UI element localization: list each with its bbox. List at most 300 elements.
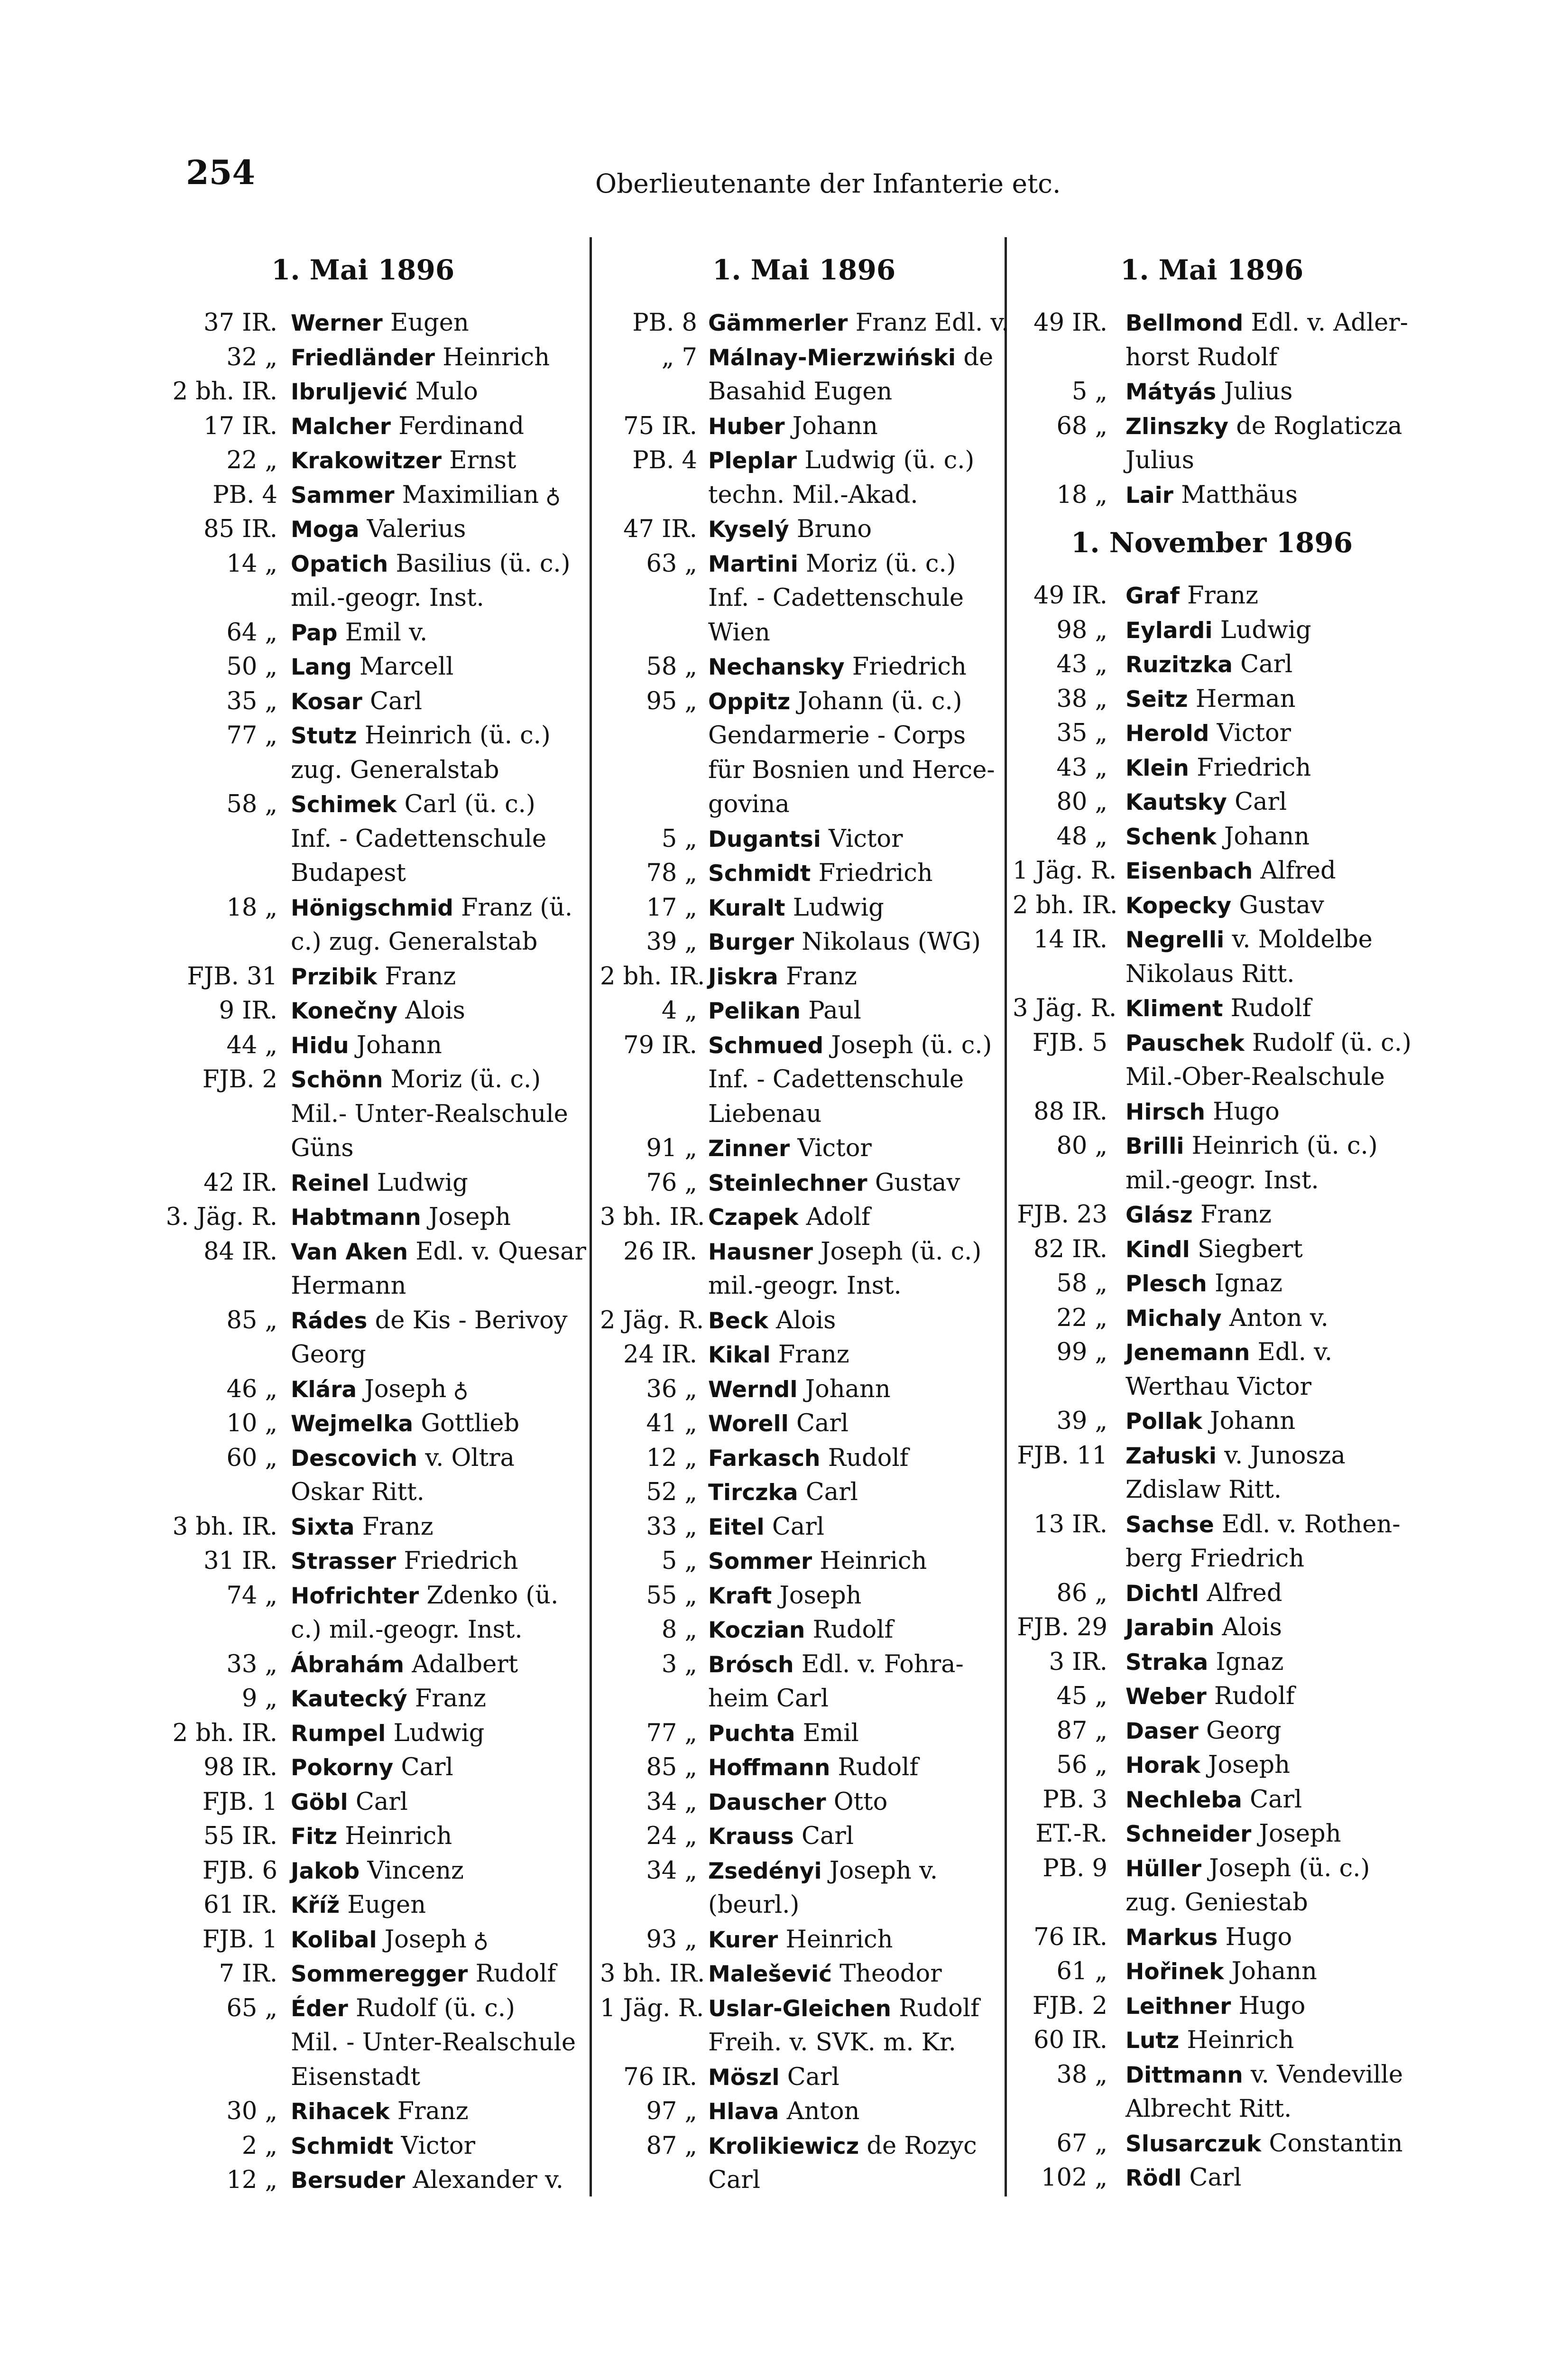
roster-entry (600, 1028, 1001, 1132)
roster-entry (1013, 889, 1487, 923)
officer-given-names: Friedrich (1197, 753, 1311, 782)
officer-given-names: Rudolf (475, 1960, 556, 1988)
unit-label: „ 7 (661, 343, 697, 371)
entry-continuation: Albrecht Ritt. (1125, 2095, 1292, 2123)
officer-surname: Brilli (1125, 1133, 1184, 1159)
officer-surname: Gämmerler (708, 310, 848, 336)
roster-entry (1013, 1439, 1487, 1508)
officer-given-names: Carl (ü. c.) (404, 790, 535, 818)
roster-entry (164, 1063, 581, 1166)
roster-entry (600, 1166, 1001, 1201)
officer-given-names: Julius (1224, 378, 1293, 406)
unit-label: PB. 3 (1042, 1785, 1107, 1814)
roster-entry (164, 1028, 581, 1063)
roster-entry (1013, 785, 1487, 820)
officer-surname: Horak (1125, 1752, 1200, 1779)
officer-given-names: v. Oltra (425, 1444, 515, 1472)
officer-surname: Slusarczuk (1125, 2131, 1262, 2157)
officer-surname: Glász (1125, 1202, 1193, 1228)
officer-given-names: Edl. v. Rothen- (1221, 1510, 1401, 1538)
section-heading: 1. Mai 1896 (712, 254, 896, 286)
roster-entry (1013, 991, 1487, 1026)
officer-given-names: v. Junosza (1224, 1441, 1346, 1470)
officer-given-names: Heinrich (820, 1547, 927, 1575)
roster-entry (1013, 716, 1487, 751)
officer-given-names: Heinrich (345, 1822, 452, 1850)
roster-entry (600, 685, 1001, 822)
unit-label: 65 „ (226, 1994, 277, 2022)
entry-continuation: mil.-geogr. Inst. (291, 584, 484, 612)
officer-surname: Hlava (708, 2099, 779, 2125)
officer-surname: Ábrahám (291, 1651, 405, 1678)
officer-given-names: Rudolf (1230, 994, 1311, 1022)
roster-entry (1013, 751, 1487, 786)
officer-given-names: Alfred (1207, 1579, 1282, 1607)
officer-given-names: Rudolf (ü. c.) (1252, 1028, 1411, 1057)
officer-surname: Kuralt (708, 895, 785, 921)
roster-entry (164, 444, 581, 478)
unit-label: 49 IR. (1033, 309, 1107, 337)
officer-given-names: Matthäus (1181, 481, 1298, 509)
officer-surname: Sommeregger (291, 1961, 468, 1987)
officer-given-names: Friedrich (404, 1547, 518, 1575)
officer-given-names: Ferdinand (398, 412, 525, 440)
officer-surname: Jiskra (708, 964, 778, 990)
unit-label: 22 „ (226, 446, 277, 474)
roster-entry (164, 341, 581, 375)
roster-entry (1013, 1611, 1487, 1645)
entry-continuation: Mil.- Unter-Realschule (291, 1100, 568, 1128)
officer-surname: Seitz (1125, 686, 1188, 713)
officer-surname: Beck (708, 1307, 768, 1334)
officer-surname: Nechansky (708, 654, 845, 680)
officer-surname: Konečny (291, 998, 398, 1024)
officer-surname: Hirsch (1125, 1099, 1205, 1125)
roster-entry (1013, 1301, 1487, 1336)
officer-given-names: Victor (797, 1134, 872, 1162)
officer-given-names: Siegbert (1197, 1235, 1303, 1263)
roster-entry (164, 685, 581, 719)
unit-label: 26 IR. (623, 1237, 697, 1266)
officer-given-names: Otto (833, 1788, 888, 1816)
officer-given-names: de Rozyc (867, 2131, 977, 2160)
roster-entry (600, 1544, 1001, 1579)
roster-entry (600, 547, 1001, 650)
officer-given-names: Carl (1235, 788, 1287, 816)
unit-label: 58 „ (646, 653, 697, 681)
officer-surname: Kosar (291, 688, 362, 715)
officer-given-names: Eugen (390, 309, 469, 337)
unit-label: 17 IR. (203, 412, 277, 440)
roster-entry (1013, 820, 1487, 854)
roster-entry (164, 1785, 581, 1820)
roster-entry (164, 512, 581, 547)
officer-surname: Pap (291, 620, 338, 646)
unit-label: 77 „ (226, 722, 277, 750)
officer-surname: Nechleba (1125, 1787, 1242, 1813)
unit-label: PB. 4 (212, 481, 277, 509)
unit-label: 52 „ (646, 1478, 697, 1506)
officer-surname: Kurer (708, 1927, 778, 1953)
officer-given-names: Eugen (347, 1891, 426, 1919)
unit-label: 2 bh. IR. (172, 378, 277, 406)
officer-given-names: Johann (ü. c.) (798, 687, 962, 715)
officer-surname: Sommer (708, 1548, 812, 1575)
unit-label: 58 „ (1056, 1269, 1107, 1297)
entry-continuation: mil.-geogr. Inst. (708, 1272, 902, 1300)
roster-entry (164, 1407, 581, 1441)
roster-entry (600, 1648, 1001, 1716)
unit-label: ET.-R. (1035, 1820, 1107, 1848)
roster-entry (164, 1751, 581, 1785)
unit-label: 22 „ (1056, 1304, 1107, 1332)
officer-surname: Leithner (1125, 1993, 1231, 2020)
unit-label: 56 „ (1056, 1751, 1107, 1779)
unit-label: FJB. 23 (1017, 1201, 1107, 1229)
unit-label: 34 „ (646, 1856, 697, 1885)
officer-surname: Hořinek (1125, 1959, 1224, 1985)
unit-label: 33 „ (646, 1512, 697, 1541)
unit-label: FJB. 31 (187, 962, 277, 991)
unit-label: 33 „ (226, 1650, 277, 1678)
roster-entry (600, 650, 1001, 685)
roster-entry (600, 409, 1001, 444)
entry-continuation: Güns (291, 1134, 354, 1162)
roster-entry (1013, 1095, 1487, 1130)
officer-surname: Rödl (1125, 2165, 1182, 2191)
entry-continuation: heim Carl (708, 1685, 829, 1713)
roster-entry (600, 1304, 1001, 1338)
officer-given-names: Alois (405, 997, 465, 1025)
roster-entry (600, 1407, 1001, 1441)
officer-surname: Sixta (291, 1514, 355, 1540)
officer-surname: Göbl (291, 1789, 348, 1816)
officer-surname: Moga (291, 517, 360, 543)
officer-surname: Ruzitzka (1125, 652, 1233, 678)
officer-given-names: Edl. v. Fohra- (801, 1650, 964, 1678)
unit-label: 76 IR. (623, 2063, 697, 2091)
entry-continuation: mil.-geogr. Inst. (1125, 1166, 1319, 1195)
officer-given-names: Franz (415, 1685, 486, 1713)
roster-entry (600, 1338, 1001, 1372)
unit-label: 3 bh. IR. (600, 1960, 705, 1988)
roster-entry (1013, 682, 1487, 717)
unit-label: 31 IR. (203, 1547, 277, 1575)
entry-continuation: c.) zug. Generalstab (291, 928, 538, 956)
officer-surname: Dichtl (1125, 1580, 1199, 1607)
officer-surname: Hofrichter (291, 1583, 419, 1609)
officer-surname: Schmidt (708, 861, 811, 887)
unit-label: 55 IR. (203, 1822, 277, 1850)
unit-label: 7 IR. (219, 1960, 277, 1988)
unit-label: FJB. 5 (1032, 1028, 1107, 1057)
order-symbol-icon: ♁ (453, 1378, 469, 1402)
officer-given-names: Maximilian (402, 481, 539, 509)
unit-label: 12 „ (646, 1444, 697, 1472)
roster-entry (1013, 1920, 1487, 1955)
unit-label: 13 IR. (1033, 1510, 1107, 1538)
officer-given-names: Joseph (ü. c.) (821, 1237, 982, 1266)
unit-label: 3 bh. IR. (172, 1512, 277, 1541)
officer-surname: Éder (291, 1995, 348, 2022)
unit-label: 39 „ (1056, 1407, 1107, 1435)
officer-given-names: Alfred (1260, 857, 1336, 885)
officer-given-names: Gustav (1239, 891, 1324, 919)
unit-label: 43 „ (1056, 753, 1107, 782)
unit-label: 93 „ (646, 1925, 697, 1954)
roster-entry (164, 2129, 581, 2164)
officer-surname: Czapek (708, 1205, 799, 1231)
officer-surname: Krolikiewicz (708, 2133, 859, 2159)
unit-label: 63 „ (646, 549, 697, 578)
officer-given-names: Carl (1250, 1785, 1302, 1814)
officer-surname: Farkasch (708, 1445, 821, 1472)
entry-continuation: Georg (291, 1341, 366, 1369)
officer-surname: Schmued (708, 1032, 824, 1059)
officer-given-names: Emil v. (345, 618, 428, 647)
roster-entry (600, 1235, 1001, 1304)
entry-continuation: Oskar Ritt. (291, 1478, 424, 1506)
officer-given-names: Heinrich (443, 343, 550, 371)
officer-surname: Ibruljević (291, 379, 408, 405)
officer-surname: Oppitz (708, 688, 791, 715)
unit-label: FJB. 6 (202, 1856, 277, 1885)
running-title: Oberlieutenante der Infanterie etc. (595, 168, 1061, 199)
roster-entry (164, 650, 581, 685)
column-rule (1005, 237, 1007, 2196)
entry-continuation: govina (708, 790, 790, 818)
officer-given-names: Paul (808, 997, 861, 1025)
roster-entry (164, 719, 581, 788)
officer-given-names: Ernst (449, 446, 517, 474)
unit-label: 80 „ (1056, 1132, 1107, 1160)
officer-given-names: Joseph (1208, 1751, 1290, 1779)
roster-entry (164, 1682, 581, 1716)
roster-entry (164, 1992, 581, 2095)
officer-given-names: Joseph v. (829, 1856, 938, 1885)
officer-surname: Stutz (291, 723, 357, 749)
officer-given-names: Edl. v. Adler- (1251, 309, 1408, 337)
entry-continuation: Wien (708, 618, 770, 647)
roster-entry (164, 1304, 581, 1372)
officer-surname: Hidu (291, 1032, 349, 1059)
roster-entry (164, 478, 581, 513)
roster-entry (164, 1372, 581, 1407)
unit-label: 99 „ (1056, 1338, 1107, 1366)
officer-given-names: Joseph (ü. c.) (831, 1031, 992, 1059)
officer-given-names: Carl (772, 1512, 825, 1541)
officer-given-names: Friedrich (818, 859, 933, 887)
order-symbol-icon: ♁ (545, 483, 561, 508)
roster-entry (600, 1819, 1001, 1854)
unit-label: 3 IR. (1049, 1648, 1107, 1676)
officer-given-names: Carl (1189, 2164, 1242, 2192)
unit-label: 85 IR. (203, 515, 277, 543)
entry-continuation: Gendarmerie - Corps (708, 722, 966, 750)
unit-label: PB. 8 (632, 309, 697, 337)
section-heading: 1. Mai 1896 (271, 254, 455, 286)
officer-surname: Dugantsi (708, 826, 821, 852)
roster-entry (1013, 648, 1487, 682)
officer-given-names: de Kis - Berivoy (375, 1306, 568, 1334)
unit-label: 8 „ (661, 1616, 697, 1644)
roster-entry (600, 925, 1001, 960)
unit-label: 58 „ (226, 790, 277, 818)
officer-given-names: Heinrich (1187, 2026, 1294, 2054)
unit-label: 42 IR. (203, 1168, 277, 1197)
officer-given-names: Ignaz (1216, 1648, 1284, 1676)
officer-surname: Kliment (1125, 996, 1223, 1022)
roster-entry (164, 1854, 581, 1889)
unit-label: 18 „ (1056, 481, 1107, 509)
officer-given-names: Anton v. (1229, 1304, 1328, 1332)
officer-given-names: Johann (1224, 822, 1310, 851)
unit-label: 45 „ (1056, 1682, 1107, 1710)
unit-label: 80 „ (1056, 788, 1107, 816)
officer-given-names: Anton (786, 2097, 860, 2125)
entry-continuation: Freih. v. SVK. m. Kr. (708, 2029, 956, 2057)
roster-entry (164, 1819, 581, 1854)
officer-surname: Koczian (708, 1617, 805, 1643)
officer-surname: Załuski (1125, 1443, 1217, 1469)
unit-label: 2 bh. IR. (1013, 891, 1118, 919)
officer-given-names: Hugo (1225, 1923, 1292, 1951)
unit-label: 32 „ (226, 343, 277, 371)
roster-entry (1013, 1576, 1487, 1611)
roster-entry (1013, 1783, 1487, 1817)
roster-entry (164, 1716, 581, 1751)
roster-entry (1013, 1645, 1487, 1680)
unit-label: 3 Jäg. R. (1013, 994, 1117, 1022)
roster-entry (600, 822, 1001, 857)
roster-entry (600, 1716, 1001, 1751)
officer-given-names: Carl (805, 1478, 858, 1506)
officer-surname: Lang (291, 654, 352, 680)
officer-surname: Rumpel (291, 1720, 386, 1747)
unit-label: 102 „ (1041, 2164, 1107, 2192)
entry-continuation: horst Rudolf (1125, 343, 1278, 371)
officer-surname: Dittmann (1125, 2062, 1243, 2088)
roster-entry (1013, 1714, 1487, 1749)
officer-surname: Eisenbach (1125, 858, 1253, 884)
officer-given-names: Franz (785, 962, 857, 991)
roster-entry (164, 1235, 586, 1304)
column-rule (590, 237, 592, 2196)
officer-given-names: Victor (1217, 719, 1291, 747)
officer-given-names: Franz (385, 962, 456, 991)
officer-given-names: Adolf (806, 1203, 870, 1231)
officer-surname: Plesch (1125, 1271, 1207, 1297)
officer-surname: Eylardi (1125, 617, 1213, 644)
entry-continuation: Inf. - Cadettenschule (708, 1066, 964, 1093)
roster-entry (1013, 1198, 1487, 1232)
roster-entry (1013, 1267, 1487, 1301)
officer-surname: Przibik (291, 964, 378, 990)
entry-continuation: Mil.-Ober-Realschule (1125, 1063, 1385, 1091)
officer-surname: Krakowitzer (291, 448, 442, 474)
officer-surname: Eitel (708, 1514, 765, 1540)
roster-entry (164, 1888, 581, 1923)
roster-entry (600, 2129, 1001, 2198)
officer-surname: Friedländer (291, 344, 435, 371)
unit-label: 9 „ (241, 1685, 277, 1713)
unit-label: FJB. 2 (202, 1066, 277, 1093)
unit-label: FJB. 29 (1017, 1613, 1107, 1641)
entry-continuation: Mil. - Unter-Realschule (291, 2029, 576, 2057)
officer-given-names: Moriz (ü. c.) (806, 549, 956, 578)
officer-given-names: Alexander v. (413, 2166, 563, 2194)
officer-given-names: Ludwig (393, 1719, 485, 1747)
unit-label: 14 „ (226, 549, 277, 578)
officer-surname: Markus (1125, 1924, 1218, 1951)
officer-given-names: Hugo (1213, 1097, 1280, 1126)
officer-surname: Habtmann (291, 1205, 421, 1231)
officer-surname: Tirczka (708, 1480, 798, 1506)
officer-given-names: Johann (792, 412, 878, 440)
officer-given-names: Mulo (415, 378, 478, 406)
roster-entry (1013, 1129, 1487, 1198)
unit-label: 75 IR. (623, 412, 697, 440)
officer-given-names: Herman (1195, 685, 1296, 713)
officer-surname: Kikal (708, 1342, 771, 1368)
roster-entry (600, 512, 1001, 547)
officer-given-names: Theodor (839, 1960, 942, 1988)
unit-label: 2 bh. IR. (172, 1719, 277, 1747)
unit-label: 3. Jäg. R. (166, 1203, 277, 1231)
roster-entry (1013, 923, 1487, 991)
roster-entry (1013, 1748, 1487, 1783)
section-heading: 1. Mai 1896 (1120, 254, 1304, 286)
roster-entry (1013, 2023, 1487, 2058)
officer-surname: Huber (708, 413, 785, 440)
entry-continuation: (beurl.) (708, 1891, 800, 1919)
officer-surname: Worell (708, 1411, 789, 1437)
officer-surname: Hoffmann (708, 1755, 830, 1781)
officer-given-names: Joseph (384, 1925, 467, 1954)
officer-given-names: Carl (1240, 650, 1293, 678)
entry-continuation: Eisenstadt (291, 2063, 420, 2091)
officer-surname: Daser (1125, 1718, 1199, 1744)
unit-label: 37 IR. (203, 309, 277, 337)
roster-entry (600, 1441, 1001, 1476)
officer-surname: Klein (1125, 755, 1189, 781)
unit-label: 78 „ (646, 859, 697, 887)
entry-continuation: c.) mil.-geogr. Inst. (291, 1616, 523, 1644)
officer-surname: Kolibal (291, 1927, 377, 1953)
officer-given-names: v. Vendeville (1250, 2060, 1403, 2089)
officer-given-names: Ignaz (1214, 1269, 1282, 1297)
unit-label: 34 „ (646, 1788, 697, 1816)
officer-surname: Pleplar (708, 448, 797, 474)
officer-given-names: Rudolf (838, 1753, 919, 1781)
officer-given-names: Carl (369, 687, 423, 715)
officer-surname: Kříž (291, 1892, 340, 1918)
entry-continuation: Hermann (291, 1272, 406, 1300)
officer-given-names: v. Moldelbe (1232, 926, 1373, 954)
roster-entry (164, 1648, 581, 1682)
entry-continuation: Basahid Eugen (708, 378, 893, 406)
entry-continuation: berg Friedrich (1125, 1545, 1305, 1573)
unit-label: 5 „ (661, 1547, 697, 1575)
unit-label: 24 IR. (623, 1341, 697, 1369)
officer-given-names: Alois (776, 1306, 836, 1334)
officer-given-names: Hugo (1238, 1992, 1306, 2020)
entry-continuation: zug. Geniestab (1125, 1889, 1308, 1917)
officer-given-names: Carl (801, 1822, 854, 1850)
officer-surname: Steinlechner (708, 1170, 867, 1196)
officer-surname: Schmidt (291, 2133, 394, 2159)
officer-given-names: de (963, 343, 994, 371)
